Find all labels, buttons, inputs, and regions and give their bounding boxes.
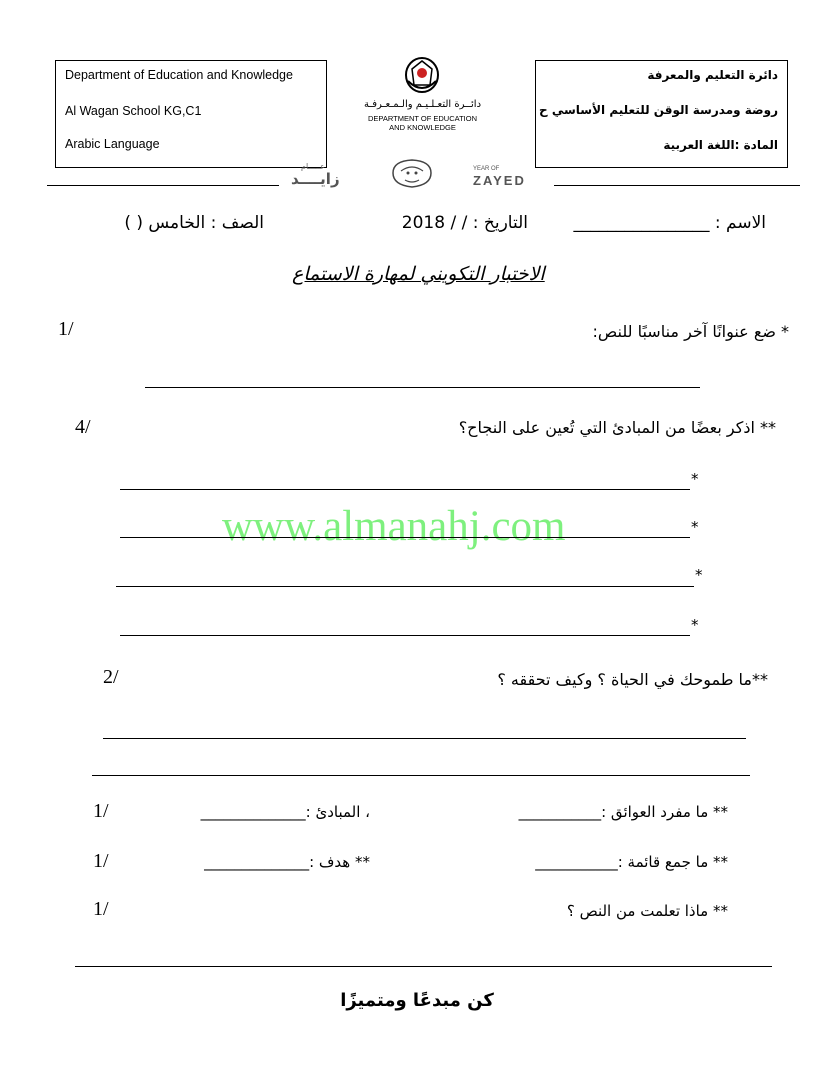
- logo-arabic: دائــرة التعـلـيـم والـمـعـرفـة: [363, 99, 482, 110]
- zayed-small-ar: عـــــام: [301, 162, 325, 171]
- header-right-box: [535, 60, 788, 168]
- question-2-mark: 4/: [75, 416, 91, 438]
- answer-line-1: [145, 387, 700, 388]
- question-1: * ضع عنوانًا آخر مناسبًا للنص:: [592, 322, 789, 341]
- answer-line-2c: [116, 586, 694, 587]
- bullet-2b: *: [691, 518, 699, 536]
- zayed-ar: زايــــد: [291, 170, 340, 188]
- question-6: ** ماذا تعلمت من النص ؟: [566, 902, 728, 920]
- left-line-2: Al Wagan School KG,C1: [65, 104, 202, 118]
- bullet-2d: *: [691, 616, 699, 634]
- answer-line-2a: [120, 489, 690, 490]
- header-rule-left: [47, 185, 279, 186]
- bullet-2a: *: [691, 470, 699, 488]
- question-5a: ** ما جمع قائمة :___________: [535, 853, 728, 871]
- answer-line-3b: [92, 775, 750, 776]
- right-line-3: المادة :اللغة العربية: [663, 138, 778, 152]
- portrait-icon: [387, 155, 437, 191]
- header-rule-right: [554, 185, 800, 186]
- question-1-mark: 1/: [58, 318, 74, 340]
- question-5-mark: 1/: [93, 850, 109, 872]
- footer-motto: كن مبدعًا ومتميزًا: [340, 990, 494, 1011]
- year-of-zayed-logo: [279, 152, 554, 192]
- left-line-3: Arabic Language: [65, 137, 160, 151]
- right-line-1: دائرة التعليم والمعرفة: [647, 68, 778, 82]
- logo-english-1: DEPARTMENT OF EDUCATION: [367, 114, 478, 123]
- question-4a: ** ما مفرد العوائق :___________: [518, 803, 728, 821]
- watermark: www.almanahj.com: [222, 503, 566, 550]
- question-4b: ، المبادئ :______________: [200, 803, 370, 821]
- department-logo: [355, 55, 490, 140]
- left-line-1: Department of Education and Knowledge: [65, 68, 293, 82]
- question-5b: ** هدف :______________: [204, 853, 370, 871]
- zayed-en: ZAYED: [473, 173, 526, 188]
- question-3-mark: 2/: [103, 666, 119, 688]
- class-field: الصف : الخامس ( ): [124, 213, 264, 233]
- answer-line-6: [75, 966, 772, 967]
- answer-line-3a: [103, 738, 746, 739]
- question-2: ** اذكر بعضًا من المبادئ التي تُعين على النجاح؟: [458, 418, 776, 437]
- answer-line-2b: [120, 537, 690, 538]
- question-3: **ما طموحك في الحياة ؟ وكيف تحققه ؟: [497, 670, 768, 689]
- emblem-icon: [402, 55, 442, 97]
- bullet-2c: *: [695, 566, 703, 584]
- question-6-mark: 1/: [93, 898, 109, 920]
- logo-english-2: AND KNOWLEDGE: [389, 123, 456, 132]
- page-title: الاختبار التكويني لمهارة الاستماع: [292, 263, 545, 285]
- name-field: الاسم : ________________: [573, 213, 766, 233]
- date-field: التاريخ : / / 2018: [401, 213, 528, 233]
- answer-line-2d: [120, 635, 690, 636]
- right-line-2: روضة ومدرسة الوقن للتعليم الأساسي ح: [539, 103, 778, 117]
- question-4-mark: 1/: [93, 800, 109, 822]
- zayed-small-en: YEAR OF: [473, 166, 500, 172]
